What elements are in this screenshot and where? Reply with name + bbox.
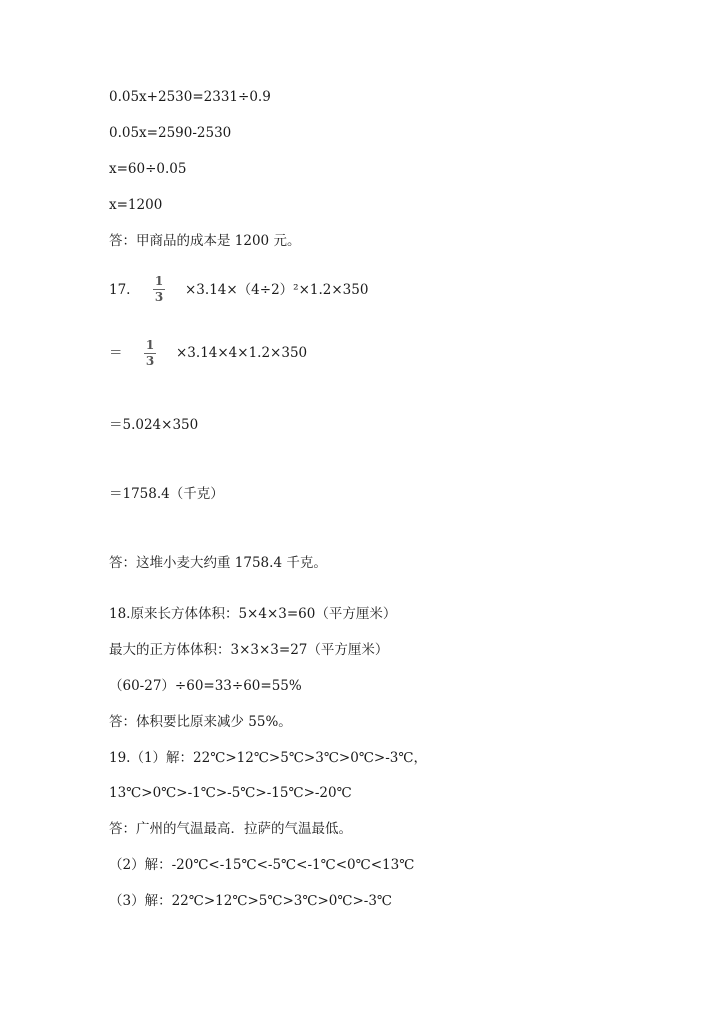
fraction-denominator: 3 bbox=[145, 354, 155, 368]
step-2: ＝5.024×350 bbox=[109, 417, 199, 433]
equation-line-4: x=1200 bbox=[109, 197, 163, 213]
question-17-expression: ×3.14×（4÷2）²×1.2×350 bbox=[185, 282, 369, 298]
question-18-line-2: 最大的正方体体积：3×3×3=27（平方厘米） bbox=[109, 642, 389, 658]
fraction-denominator: 3 bbox=[154, 290, 164, 304]
step-1-expression: ×3.14×4×1.2×350 bbox=[176, 345, 308, 361]
question-18-line-1: 18.原来长方体体积：5×4×3=60（平方厘米） bbox=[109, 606, 397, 622]
question-19-part-2: （2）解：-20℃<-15℃<-5℃<-1℃<0℃<13℃ bbox=[109, 857, 415, 873]
step-3: ＝1758.4（千克） bbox=[109, 486, 224, 502]
fraction-one-third bbox=[152, 275, 166, 304]
answer-19: 答：广州的气温最高．拉萨的气温最低。 bbox=[109, 821, 352, 837]
answer-16: 答：甲商品的成本是 1200 元。 bbox=[109, 233, 301, 249]
answer-18: 答：体积要比原来减少 55%。 bbox=[109, 714, 292, 730]
question-19-line-1: 19.（1）解：22℃>12℃>5℃>3℃>0℃>-3℃， bbox=[109, 750, 428, 766]
equation-line-3: x=60÷0.05 bbox=[109, 161, 187, 177]
question-18-line-3: （60-27）÷60=33÷60=55% bbox=[109, 678, 302, 694]
question-17-number: 17. bbox=[109, 282, 131, 298]
fraction-numerator: 1 bbox=[154, 274, 164, 288]
fraction-numerator: 1 bbox=[145, 338, 155, 352]
equation-line-1: 0.05x+2530=2331÷0.9 bbox=[109, 89, 271, 105]
answer-17: 答：这堆小麦大约重 1758.4 千克。 bbox=[109, 555, 327, 571]
question-19-part-3: （3）解：22℃>12℃>5℃>3℃>0℃>-3℃ bbox=[109, 893, 393, 909]
fraction-one-third-step bbox=[143, 339, 157, 368]
step-1-equals: ＝ bbox=[109, 345, 123, 361]
question-19-line-2: 13℃>0℃>-1℃>-5℃>-15℃>-20℃ bbox=[109, 785, 352, 801]
equation-line-2: 0.05x=2590-2530 bbox=[109, 125, 232, 141]
